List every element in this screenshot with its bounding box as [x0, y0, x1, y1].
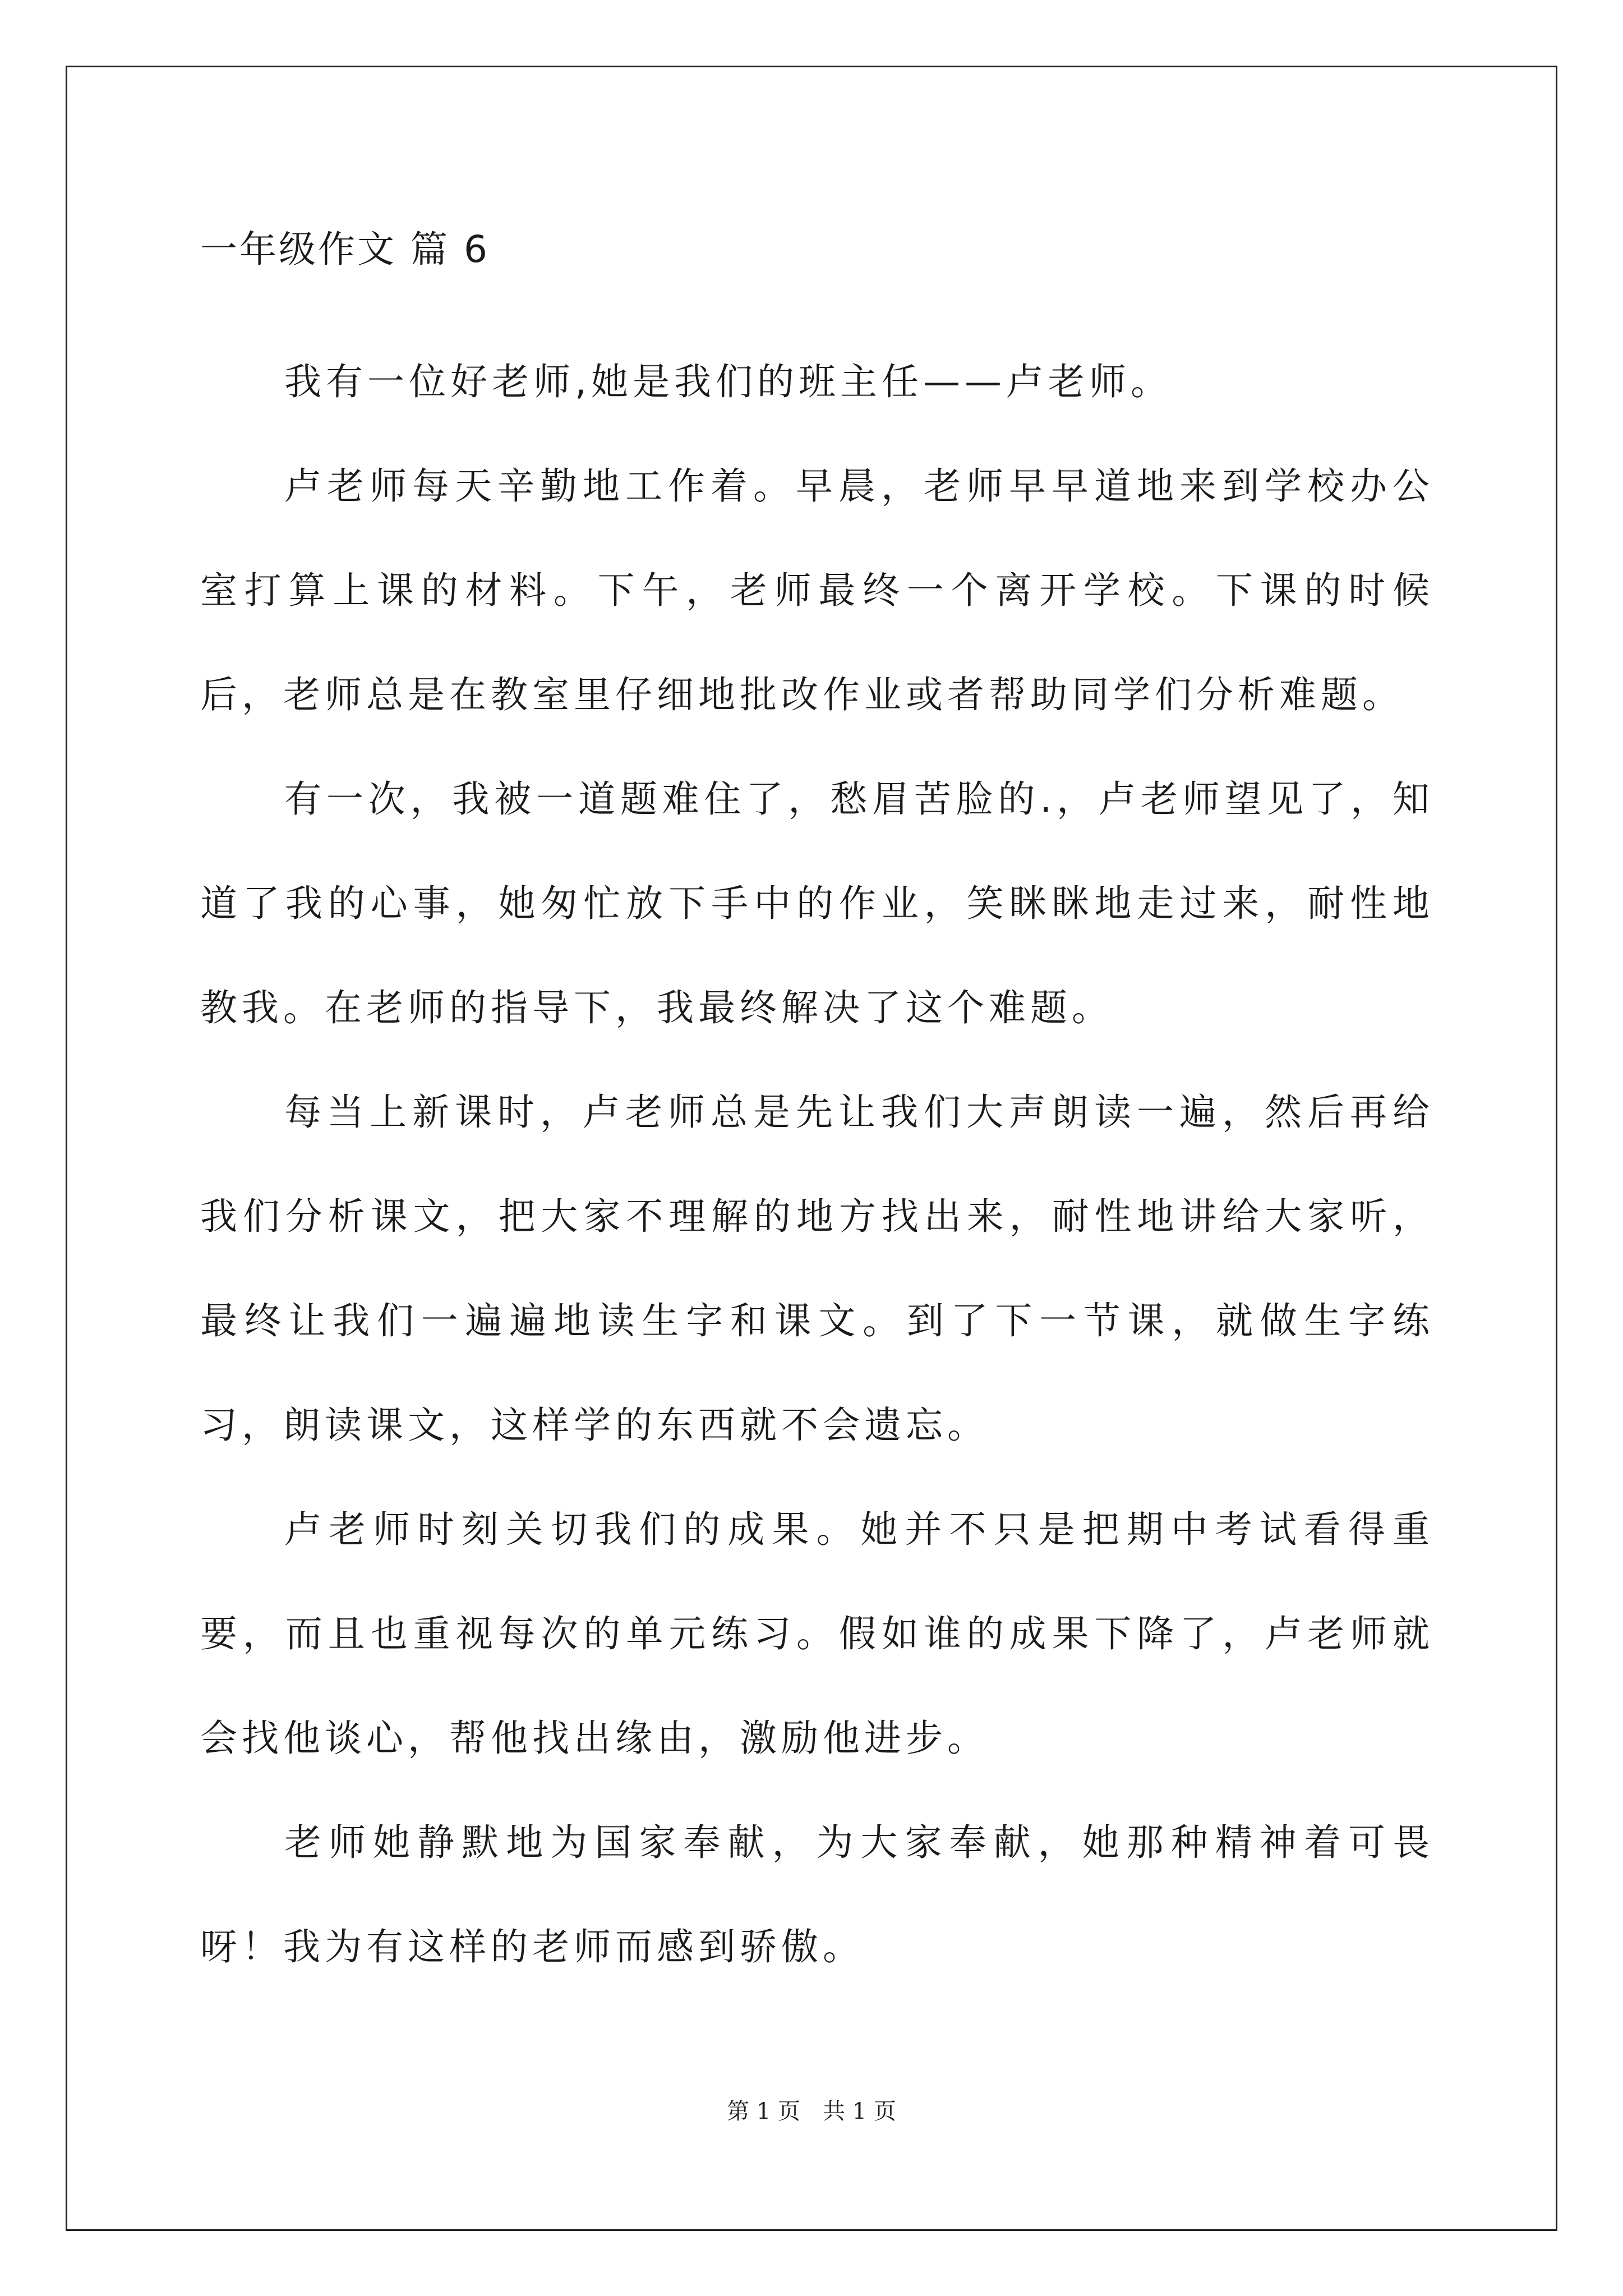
paragraph-2: 卢老师每天辛勤地工作着。早晨，老师早早道地来到学校办公室打算上课的材料。下午，老师最终一个离开学校。下课的时候后，老师总是在教室里仔细地批改作业或者帮助同学们分析难题。: [200, 464, 1434, 716]
page-number-footer: 第 1 页 共 1 页: [727, 2099, 896, 2124]
paragraph-6: 老师她静默地为国家奉献，为大家奉献，她那种精神着可畏呀！我为有这样的老师而感到骄傲。: [200, 1821, 1434, 1968]
document-body: [200, 224, 1434, 1999]
paragraph-5: 卢老师时刻关切我们的成果。她并不只是把期中考试看得重要，而且也重视每次的单元练习。假如谁的成果下降了，卢老师就会找他谈心，帮他找出缘由，激励他进步。: [200, 1508, 1434, 1760]
document-title: 一年级作文 篇 6: [200, 228, 490, 271]
paragraph-1: 我有一位好老师,她是我们的班主任——卢老师。: [284, 360, 1172, 403]
paragraph-4: 每当上新课时，卢老师总是先让我们大声朗读一遍，然后再给我们分析课文，把大家不理解的地方找出来，耐性地讲给大家听，最终让我们一遍遍地读生字和课文。到了下一节课，就做生字练习，朗读课文，这样学的东西就不会遗忘。: [200, 1091, 1434, 1447]
paragraph-3: 有一次，我被一道题难住了，愁眉苦脸的.，卢老师望见了，知道了我的心事，她匆忙放下手中的作业，笑眯眯地走过来，耐性地教我。在老师的指导下，我最终解决了这个难题。: [200, 777, 1434, 1029]
